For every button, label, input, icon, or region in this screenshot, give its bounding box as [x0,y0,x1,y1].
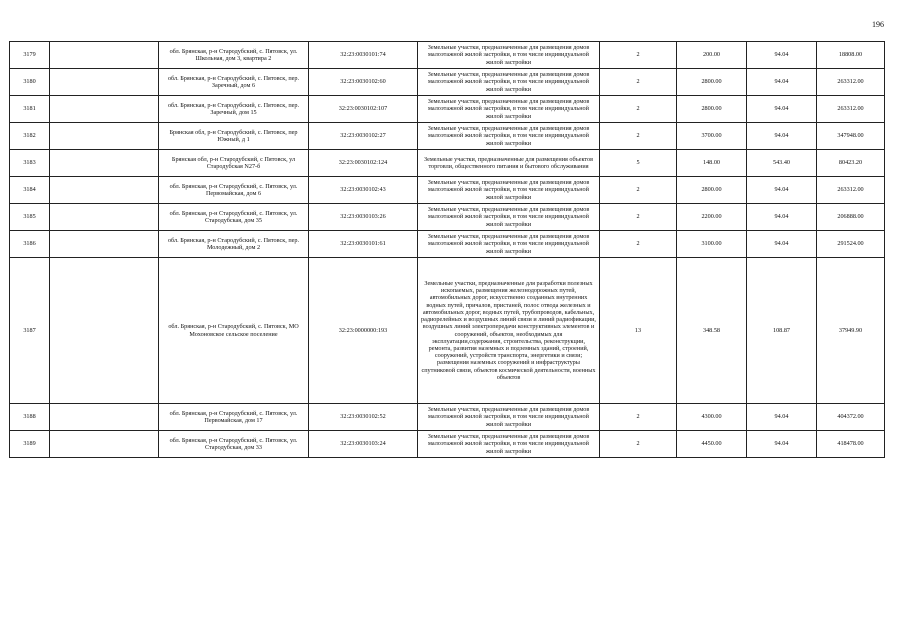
cell-specific-value: 94.04 [747,404,817,431]
cell-address: обл. Брянская, р-н Стародубский, с. Пятовск, ул. Школьная, дом 3, квартира 2 [159,42,309,69]
cell-record-number: 3188 [10,404,50,431]
cell-address: обл. Брянская, р-н Стародубский, с. Пятовск, ул. Стародубская, дом 35 [159,204,309,231]
cell-empty [50,42,159,69]
cell-record-number: 3180 [10,69,50,96]
cell-record-number: 3186 [10,231,50,258]
cell-record-number: 3189 [10,431,50,458]
cell-cadastral-number: 32:23:0030102:124 [309,150,418,177]
cell-address: обл. Брянская, р-н Стародубский, с. Пятовск, пер. Молодежный, дом 2 [159,231,309,258]
cell-specific-value: 94.04 [747,123,817,150]
cell-area: 200.00 [677,42,747,69]
cell-cadastral-number: 32:23:0000000:193 [309,258,418,404]
cell-land-use: Земельные участки, предназначенные для размещения домов малоэтажной жилой застройки, в том числе индивидуальной жилой застройки [418,96,600,123]
page-number: 196 [872,20,884,29]
cell-use-group: 2 [600,177,677,204]
table-row [10,177,885,204]
cell-cadastral-number: 32:23:0030103:26 [309,204,418,231]
cell-specific-value: 94.04 [747,96,817,123]
cell-record-number: 3187 [10,258,50,404]
table-row [10,42,885,69]
cell-area: 3700.00 [677,123,747,150]
cell-address: обл. Брянская, р-н Стародубский, с. Пятовск, ул. Стародубская, дом 33 [159,431,309,458]
cell-cadastral-value: 418478.00 [817,431,885,458]
cell-empty [50,150,159,177]
cell-land-use: Земельные участки, предназначенные для размещения домов малоэтажной жилой застройки, в том числе индивидуальной жилой застройки [418,123,600,150]
cell-use-group: 2 [600,204,677,231]
cell-use-group: 5 [600,150,677,177]
cell-land-use: Земельные участки, предназначенные для размещения домов малоэтажной жилой застройки, в том числе индивидуальной жилой застройки [418,231,600,258]
table-row [10,96,885,123]
cell-empty [50,231,159,258]
cell-land-use: Земельные участки, предназначенные для размещения домов малоэтажной жилой застройки, в том числе индивидуальной жилой застройки [418,204,600,231]
cell-land-use: Земельные участки, предназначенные для размещения домов малоэтажной жилой застройки, в том числе индивидуальной жилой застройки [418,404,600,431]
cell-specific-value: 94.04 [747,69,817,96]
table-row [10,204,885,231]
cell-empty [50,431,159,458]
cell-area: 3100.00 [677,231,747,258]
cell-cadastral-number: 32:23:0030102:43 [309,177,418,204]
cell-address: обл. Брянская, р-н Стародубский, с. Пятовск, пер. Заречный, дом 15 [159,96,309,123]
cell-use-group: 2 [600,431,677,458]
cell-address: Брянская обл, р-н Стародубский, с. Пятовск, пер Южный, д 1 [159,123,309,150]
cell-empty [50,96,159,123]
table-row [10,123,885,150]
cell-record-number: 3182 [10,123,50,150]
cell-cadastral-value: 80423.20 [817,150,885,177]
cell-land-use: Земельные участки, предназначенные для размещения домов малоэтажной жилой застройки, в том числе индивидуальной жилой застройки [418,42,600,69]
cell-area: 2800.00 [677,177,747,204]
table-row [10,404,885,431]
cell-cadastral-value: 263312.00 [817,177,885,204]
cell-use-group: 2 [600,69,677,96]
cell-address: обл. Брянская, р-н Стародубский, с. Пятовск, МО Мохоновское сельское поселение [159,258,309,404]
cell-land-use: Земельные участки, предназначенные для разработки полезных ископаемых, размещения железнодорожных путей, автомобильных дорог, искусственно созданных внутренних водных путей, причалов, пристаней, полос отвода железных и автомобильных дорог, водных путей, трубопроводов, кабельных, радиорелейных и воздушных линий связи и линий радиофикации, воздушных линий электропередачи конструктивных элементов и сооружений, объектов, необходимых для эксплуатации,содержания, строительства, реконструкции, ремонта, развития наземных и подземных зданий, строений, сооружений, устройств транспорта, энергетики и связи; размещения наземных сооружений и инфраструктуры спутниковой связи, объектов космической деятельности, военных объектов [418,258,600,404]
cell-cadastral-value: 206888.00 [817,204,885,231]
cell-specific-value: 108.87 [747,258,817,404]
cell-empty [50,177,159,204]
cell-address: Брянская обл, р-н Стародубский, с Пятовск, ул Стародубская N27-б [159,150,309,177]
cell-use-group: 2 [600,231,677,258]
cell-area: 2200.00 [677,204,747,231]
cell-record-number: 3179 [10,42,50,69]
cell-area: 2800.00 [677,69,747,96]
cell-cadastral-value: 347948.00 [817,123,885,150]
cell-area: 348.58 [677,258,747,404]
cell-cadastral-value: 291524.00 [817,231,885,258]
cell-cadastral-value: 404372.00 [817,404,885,431]
cell-address: обл. Брянская, р-н Стародубский, с. Пятовск, ул. Первомайская, дом 6 [159,177,309,204]
cell-record-number: 3183 [10,150,50,177]
cell-empty [50,258,159,404]
cell-empty [50,123,159,150]
cell-address: обл. Брянская, р-н Стародубский, с. Пятовск, ул. Первомайская, дом 17 [159,404,309,431]
table-row [10,231,885,258]
cell-land-use: Земельные участки, предназначенные для размещения домов малоэтажной жилой застройки, в том числе индивидуальной жилой застройки [418,69,600,96]
cell-cadastral-number: 32:23:0030102:52 [309,404,418,431]
cell-cadastral-number: 32:23:0030101:61 [309,231,418,258]
cell-record-number: 3184 [10,177,50,204]
cell-cadastral-value: 263312.00 [817,96,885,123]
cell-use-group: 2 [600,96,677,123]
table-row [10,150,885,177]
cell-area: 148.00 [677,150,747,177]
cell-land-use: Земельные участки, предназначенные для размещения объектов торговли, общественного питания и бытового обслуживания [418,150,600,177]
cell-cadastral-number: 32:23:0030103:24 [309,431,418,458]
cell-use-group: 2 [600,123,677,150]
cell-cadastral-value: 263312.00 [817,69,885,96]
cell-cadastral-value: 18808.00 [817,42,885,69]
cell-record-number: 3185 [10,204,50,231]
cell-use-group: 2 [600,42,677,69]
cell-specific-value: 94.04 [747,177,817,204]
cell-specific-value: 94.04 [747,42,817,69]
cell-land-use: Земельные участки, предназначенные для размещения домов малоэтажной жилой застройки, в том числе индивидуальной жилой застройки [418,431,600,458]
cell-cadastral-number: 32:23:0030102:27 [309,123,418,150]
cell-specific-value: 94.04 [747,204,817,231]
cell-use-group: 13 [600,258,677,404]
table-row [10,431,885,458]
cell-area: 4300.00 [677,404,747,431]
cell-cadastral-number: 32:23:0030101:74 [309,42,418,69]
cell-area: 4450.00 [677,431,747,458]
cell-empty [50,404,159,431]
cell-specific-value: 94.04 [747,231,817,258]
cell-use-group: 2 [600,404,677,431]
cadastral-value-table [9,41,885,458]
cell-specific-value: 94.04 [747,431,817,458]
cell-area: 2800.00 [677,96,747,123]
cell-cadastral-number: 32:23:0030102:60 [309,69,418,96]
cell-record-number: 3181 [10,96,50,123]
cell-empty [50,204,159,231]
cell-land-use: Земельные участки, предназначенные для размещения домов малоэтажной жилой застройки, в том числе индивидуальной жилой застройки [418,177,600,204]
cell-cadastral-value: 37949.90 [817,258,885,404]
cell-cadastral-number: 32:23:0030102:107 [309,96,418,123]
cell-empty [50,69,159,96]
table-row [10,69,885,96]
cell-specific-value: 543.40 [747,150,817,177]
table-row [10,258,885,404]
cell-address: обл. Брянская, р-н Стародубский, с. Пятовск, пер. Заречный, дом 6 [159,69,309,96]
